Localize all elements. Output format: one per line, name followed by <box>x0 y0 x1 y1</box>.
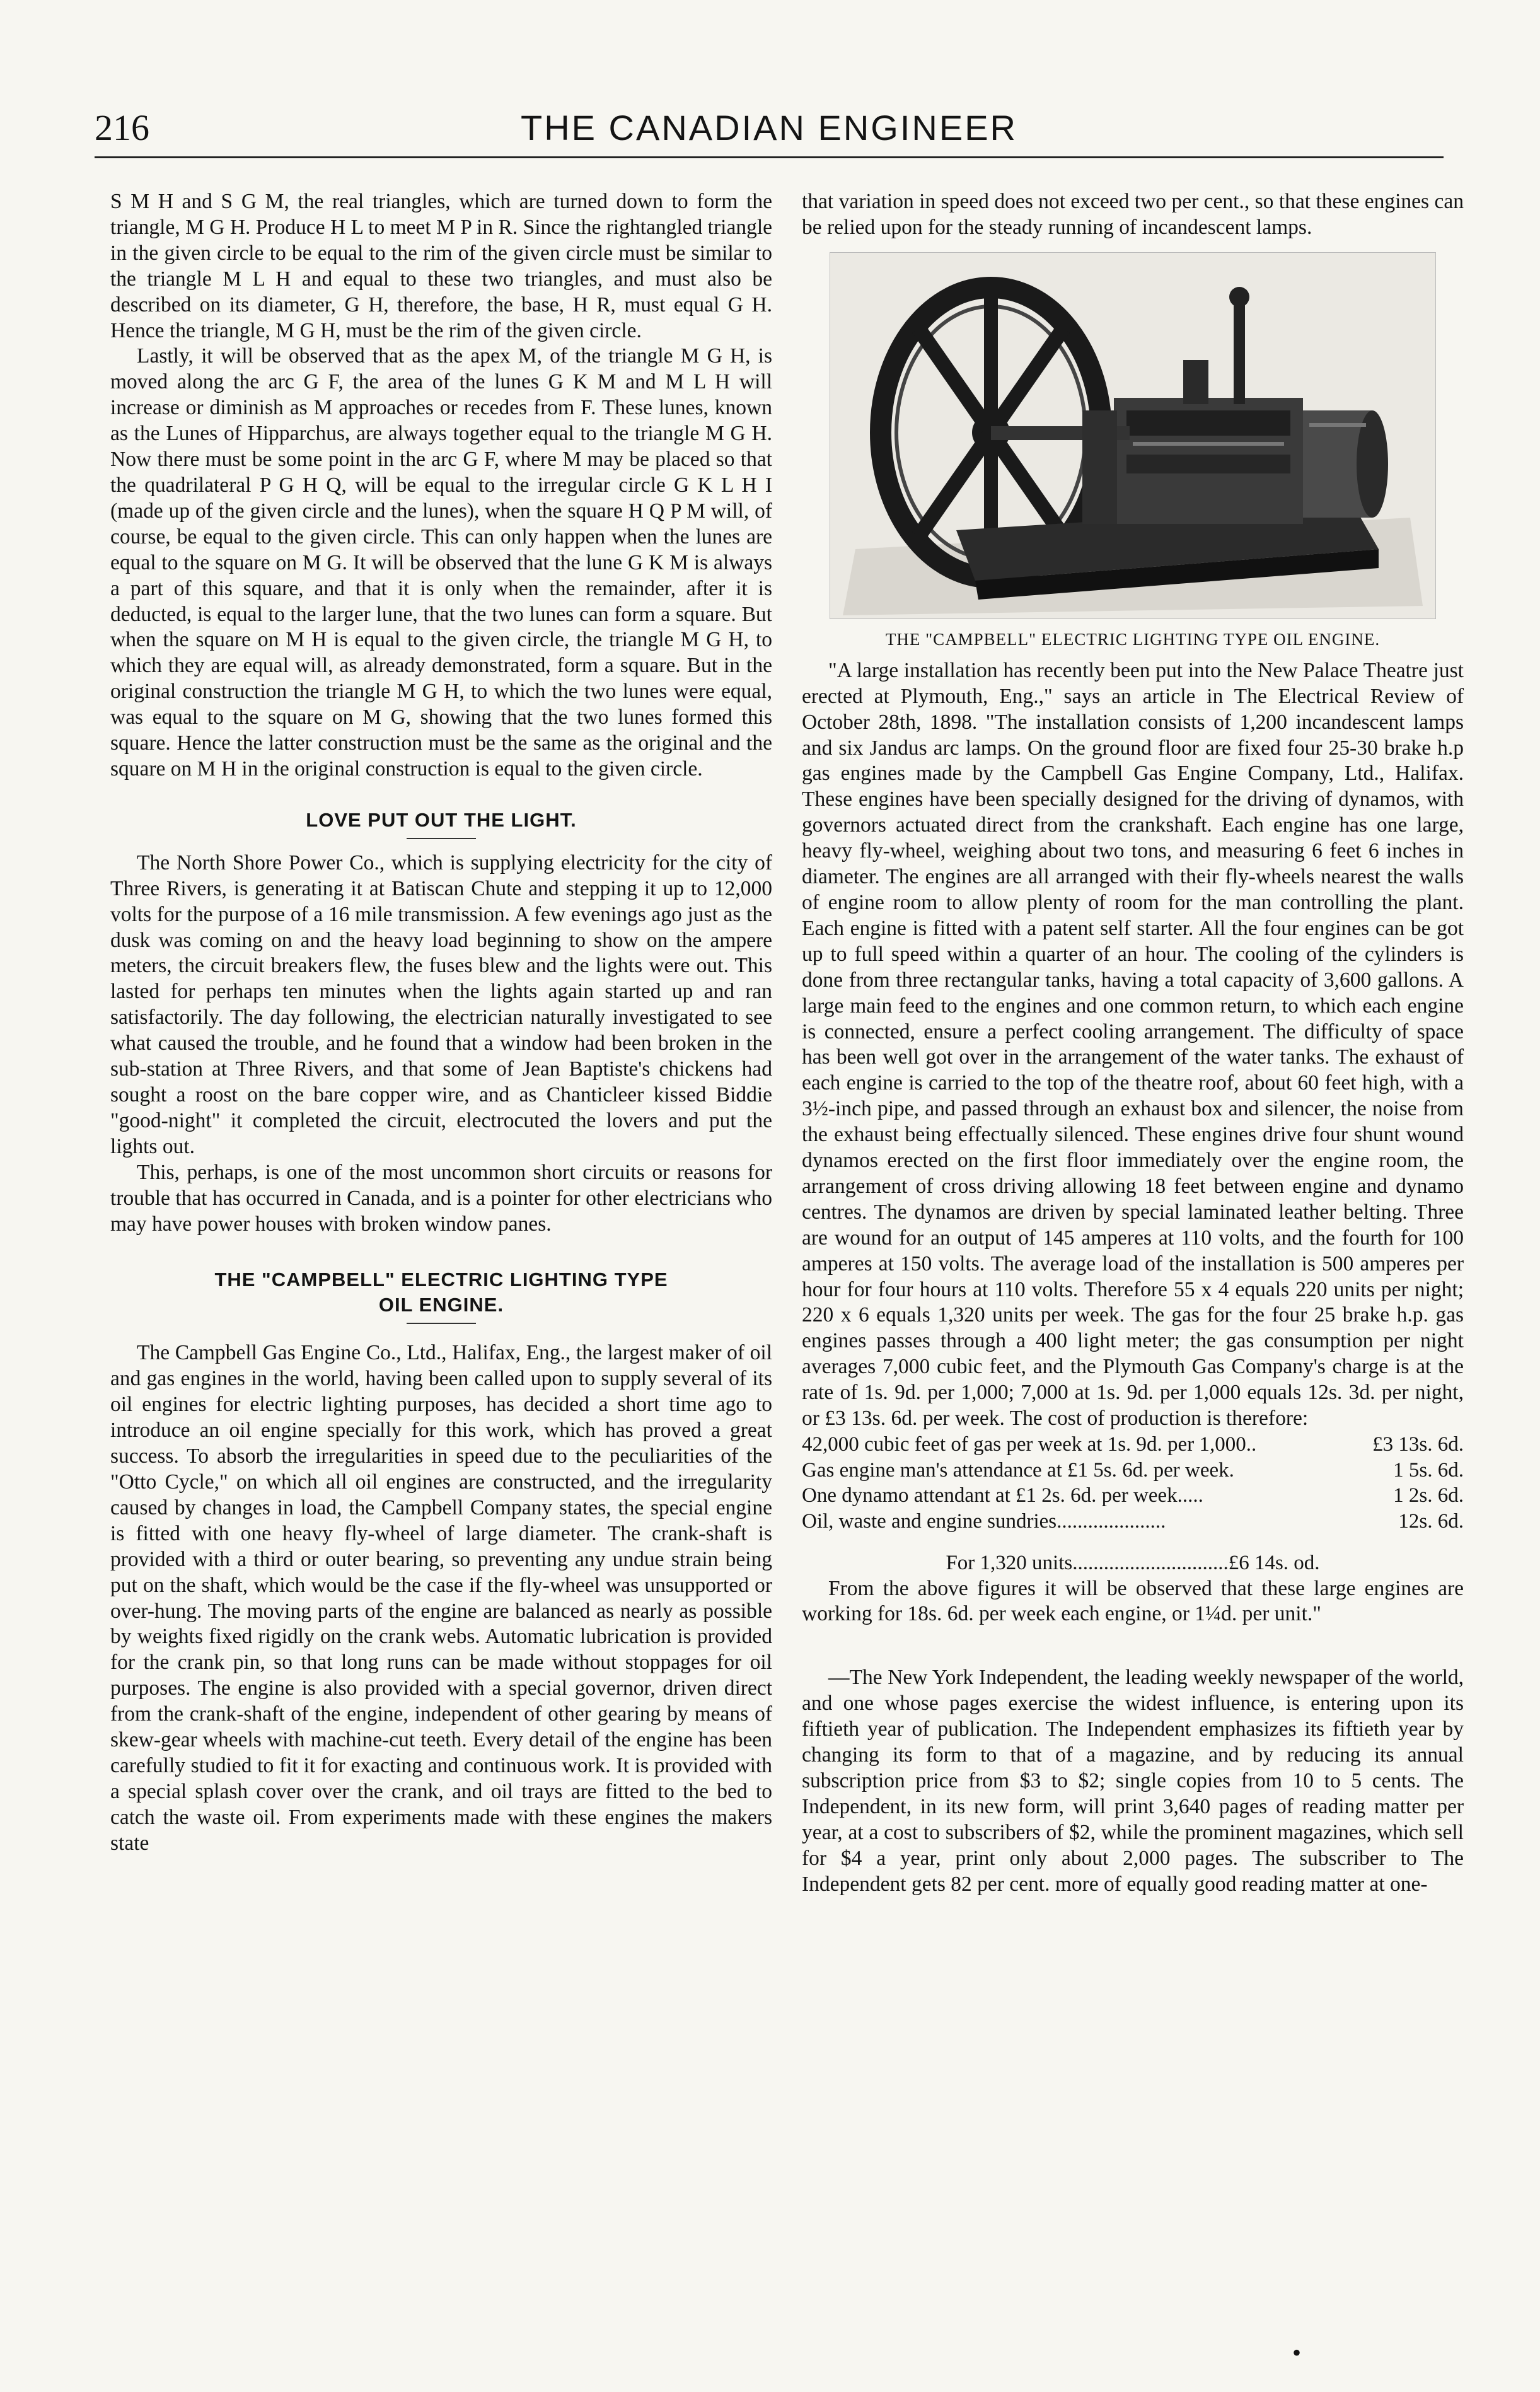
paragraph: The North Shore Power Co., which is supplying electricity for the city of Three Rivers, is generating it at Batiscan Chute and stepping it up to 12,000 volts for the purpose of a 16 mile transmission. A few evenings ago just as the dusk was coming on and the heavy load beginning to show on the ampere meters, the circuit breakers flew, the fuses blew and the lights were out. This lasted for perhaps ten minutes when the lights again started up and ran satisfactorily. The day following, the electrician naturally investigated to see what caused the trouble, and he found that a window had been broken in the sub-station at Three Rivers, and that some of Jean Baptiste's chickens had sought a roost on the bare copper wire, and as Chanticleer kissed Biddie "good-night" it completed the circuit, electrocuted the lovers and put the lights out. <box>110 851 772 1158</box>
cost-total <box>802 1550 1464 1576</box>
header-rule <box>95 156 1444 158</box>
section-title-line: THE "CAMPBELL" ELECTRIC LIGHTING TYPE <box>214 1269 668 1291</box>
table-row <box>802 1483 1464 1509</box>
paragraph: From the above figures it will be observed that these large engines are working for 18s. 6d. per week each engine, or 1¼d. per unit." <box>802 1576 1464 1626</box>
table-row <box>802 1458 1464 1483</box>
cost-label: Gas engine man's attendance at £1 5s. 6d. per week. <box>802 1458 1234 1482</box>
spacer <box>802 1627 1464 1665</box>
engine-drawing <box>830 253 1435 618</box>
section-rule <box>407 1323 476 1324</box>
section-title-love-put-out-the-light: LOVE PUT OUT THE LIGHT. <box>306 808 577 831</box>
section-title-campbell-engine <box>110 1267 772 1318</box>
table-row <box>802 1509 1464 1535</box>
cost-amount: 1 2s. 6d. <box>1393 1484 1464 1507</box>
page-number: 216 <box>95 107 149 148</box>
cost-label: 42,000 cubic feet of gas per week at 1s. 9d. per 1,000.. <box>802 1433 1257 1456</box>
paragraph: This, perhaps, is one of the most uncommon short circuits or reasons for trouble that has occurred in Canada, and is a pointer for other electricians who may have power houses with broken window panes. <box>110 1160 772 1236</box>
cost-amount: £3 13s. 6d. <box>1372 1433 1464 1456</box>
oil-engine-illustration <box>830 252 1436 619</box>
figure-caption: THE "CAMPBELL" ELECTRIC LIGHTING TYPE OIL ENGINE. <box>885 629 1381 649</box>
total-label: For 1,320 units.............................. <box>946 1552 1229 1574</box>
cost-label: One dynamo attendant at £1 2s. 6d. per week..... <box>802 1484 1203 1507</box>
journal-title: THE CANADIAN ENGINEER <box>521 108 1017 148</box>
paragraph: S M H and S G M, the real triangles, which are turned down to form the triangle, M G H. Produce H L to meet M P in R. Since the rightangled triangle in the given circle to be equal to the rim of the given circle must be similar to the triangle M L H and equal to these two triangles, and must also be described on its diameter, G H, therefore, the base, H R, must equal G H. Hence the triangle, M G H, must be the rim of the given circle. <box>110 190 772 342</box>
right-column <box>802 189 1464 1897</box>
cost-label: Oil, waste and engine sundries..................... <box>802 1509 1166 1533</box>
cost-amount: 1 5s. 6d. <box>1393 1458 1464 1482</box>
cost-table <box>802 1432 1464 1534</box>
left-column <box>110 189 772 1857</box>
paragraph: that variation in speed does not exceed two per cent., so that these engines can be relied upon for the steady running of incandescent lamps. <box>802 190 1464 239</box>
cost-amount: 12s. 6d. <box>1398 1509 1464 1533</box>
paragraph: "A large installation has recently been put into the New Palace Theatre just erected at Plymouth, Eng.," says an article in The Electrical Review of October 28th, 1898. "The installation consists of 1,200 incandescent lamps and six Jandus arc lamps. On the ground floor are fixed four 25-30 brake h.p gas engines made by the Campbell Gas Engine Company, Ltd., Halifax. These engines have been specially designed for the driving of dynamos, with governors actuated direct from the crankshaft. Each engine has one large, heavy fly-wheel, weighing about two tons, and measuring 6 feet 6 inches in diameter. The engines are all arranged with their fly-wheels nearest the walls of engine room to allow plenty of room for the man controlling the plant. Each engine is fitted with a patent self starter. All the four engines can be got up to full speed within a quarter of an hour. The cooling of the cylinders is done from three rectangular tanks, having a total capacity of 3,600 gallons. A large main feed to the engines and one common return, to which each engine is connected, ensure a perfect cooling arrangement. The difficulty of space has been well got over in the arrangement of the water tanks. The exhaust of each engine is carried to the top of the theatre roof, about 60 feet high, with a 3½-inch pipe, and passed through an exhaust box and silencer, the noise from the exhaust being effectually silenced. These engines drive four shunt wound dynamos erected on the first floor immediately over the engine room, the arrangement of cross driving allowing 18 feet between engine and dynamo centres. The dynamos are driven by special laminated leather belting. Three are wound for an output of 145 amperes at 110 volts, and the fourth for 100 amperes at 150 volts. The average load of the installation is 500 amperes per hour for four hours at 110 volts. Therefore 55 x 4 equals 220 units per night; 220 x 6 equals 1,320 units per week. The gas for the four 25 brake h.p. gas engines passes through a 400 light meter; the gas consumption per night averages 7,000 cubic feet, and the Plymouth Gas Company's charge is at the rate of 1s. 9d. per 1,000; 7,000 at 1s. 9d. per 1,000 equals 12s. 3d. per night, or £3 13s. 6d. per week. The cost of production is therefore: <box>802 658 1464 1431</box>
table-row <box>802 1432 1464 1458</box>
section-title-line: OIL ENGINE. <box>378 1294 504 1316</box>
paragraph: —The New York Independent, the leading weekly newspaper of the world, and one whose pages exercise the widest influence, is entering upon its fiftieth year of publication. The Independent emphasizes its fiftieth year by changing its form to that of a magazine, and by reducing its annual subscription price from $3 to $2; single copies from 10 to 5 cents. The Independent, in its new form, will print 3,640 pages of reading matter per year, at a cost to subscribers of $2, while the prominent magazines, which sell for $4 a year, print only about 2,000 pages. The subscriber to The Independent gets 82 per cent. more of equally good reading matter at one- <box>802 1666 1464 1896</box>
page-header <box>95 106 1444 156</box>
total-amount: £6 14s. od. <box>1228 1552 1320 1574</box>
paragraph: Lastly, it will be observed that as the apex M, of the triangle M G H, is moved along the arc G F, the area of the lunes G K M and M L H will increase or diminish as M approaches or recedes from F. These lunes, known as the Lunes of Hipparchus, are always together equal to the triangle M G H. Now there must be some point in the arc G F, where M may be placed so that the quadrilateral P G H Q, will be equal to the irregular circle G K L H I (made up of the given circle and the lunes), when the square H Q P M will, of course, be equal to the given circle. This can only happen when the lunes are equal to the square on M G. It will be observed that the lune G K M is always a part of this square, and that it is only when the remainder, after it is deducted, is equal to the larger lune, that the two lunes can form a square. But when the square on M H is equal to the given circle, the triangle M G H, to which they are equal will, as already demonstrated, form a square. But in the original construction the triangle M G H, to which the two lunes were equal, was equal to the square on M G, showing that the two lunes formed this square. Hence the latter construction must be the same as the original and the square on M H in the original construction is equal to the given circle. <box>110 344 772 781</box>
section-rule <box>407 838 476 839</box>
paragraph: The Campbell Gas Engine Co., Ltd., Halifax, Eng., the largest maker of oil and gas engines in the world, having been called upon to supply several of its oil engines for electric lighting purposes, has decided a short time ago to introduce an oil engine specially for this work, which has proved a great success. To absorb the irregularities in speed due to the peculiarities of the "Otto Cycle," on which all oil engines are constructed, and the irregularity caused by changes in load, the Campbell Company states, the special engine is fitted with one heavy fly-wheel of large diameter. The crank-shaft is provided with a third or outer bearing, so preventing any undue strain being put on the shaft, which would be the case if the fly-wheel was unsupported or over-hung. The moving parts of the engine are balanced as nearly as possible by weights fixed rigidly on the crank webs. Automatic lubrication is provided for the crank pin, so that long runs can be made without stoppages for oil purposes. The engine is also provided with a special governor, driven direct from the crank-shaft of the engine, independent of other gearing by means of skew-gear wheels with machine-cut teeth. Every detail of the engine has been carefully studied to fit it for exacting and continuous work. It is provided with a special splash cover over the crank, and oil trays are fitted to the bed to catch the waste oil. From experiments made with these engines the makers state <box>110 1341 772 1855</box>
bullet-mark: • <box>1292 2338 1302 2367</box>
